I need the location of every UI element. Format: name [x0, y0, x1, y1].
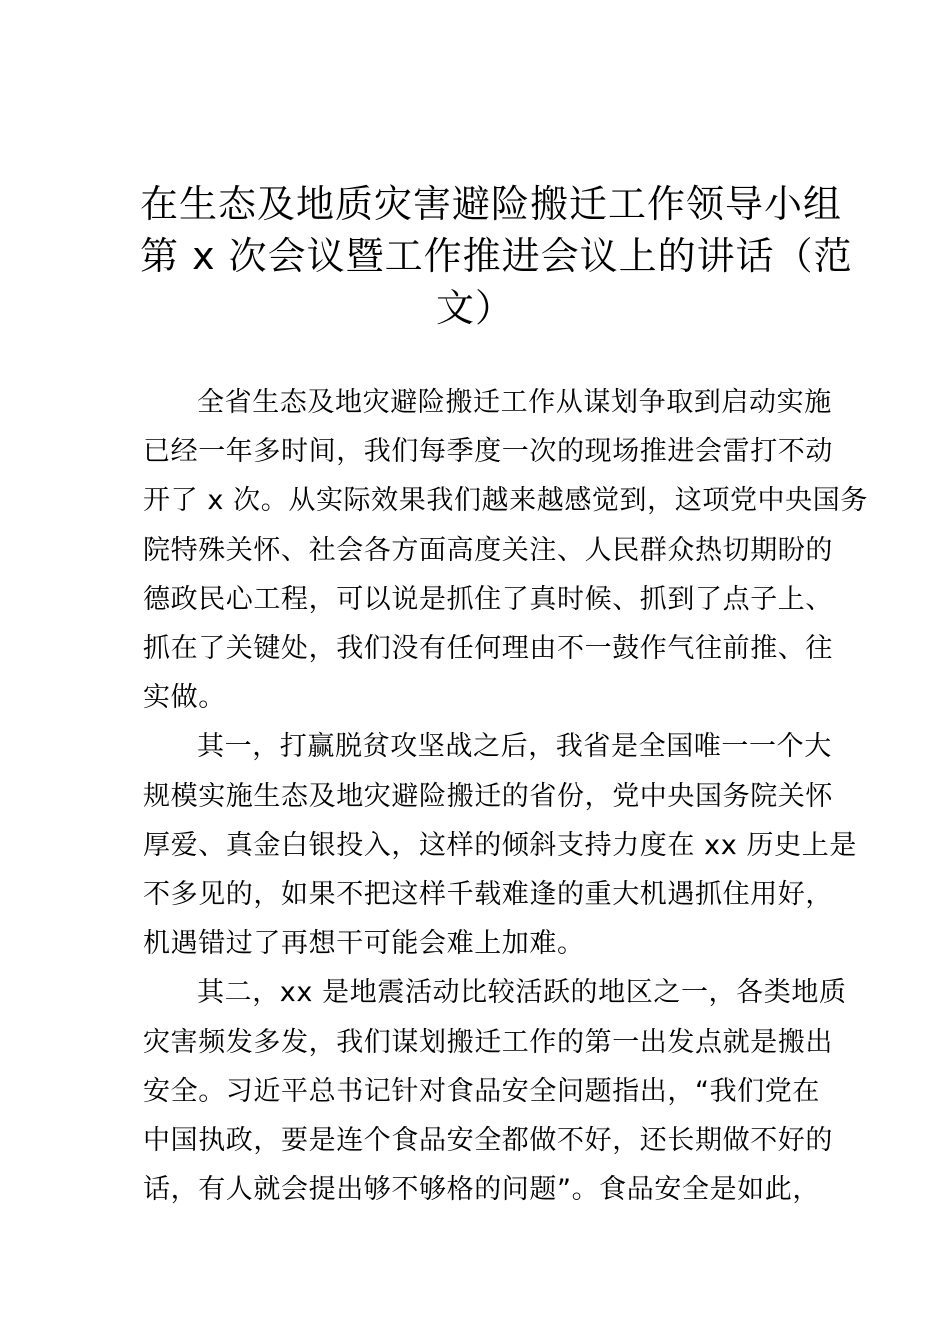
title-line: 在生态及地质灾害避险搬迁工作领导小组	[140, 182, 843, 226]
document-title	[140, 178, 853, 334]
title-line: 文）	[435, 286, 514, 330]
text-line: 德政民心工程，可以说是抓住了真时候、抓到了点子上、	[143, 583, 833, 615]
text-line: 全省生态及地灾避险搬迁工作从谋划争取到启动实施	[197, 387, 832, 418]
text-line: 话，有人就会提出够不够格的问题”。食品安全是如此，	[143, 1174, 820, 1206]
paragraph-2	[143, 722, 857, 968]
title-line: 第 x 次会议暨工作推进会议上的讲话（范	[140, 234, 853, 278]
text-line: 院特殊关怀、社会各方面高度关注、人民群众热切期盼的	[143, 534, 833, 566]
text-line: 已经一年多时间，我们每季度一次的现场推进会雷打不动	[143, 436, 833, 468]
text-line: 抓在了关键处，我们没有任何理由不一鼓作气往前推、往	[143, 633, 833, 665]
text-line: 安全。习近平总书记针对食品安全问题指出，“我们党在	[143, 1075, 820, 1107]
text-line: 灾害频发多发，我们谋划搬迁工作的第一出发点就是搬出	[143, 1026, 833, 1058]
text-line: 实做。	[143, 682, 226, 714]
text-line: 不多见的，如果不把这样千载难逢的重大机遇抓住用好，	[143, 879, 833, 911]
text-line: 机遇错过了再想干可能会难上加难。	[143, 928, 585, 960]
text-line: 其一，打赢脱贫攻坚战之后，我省是全国唯一一个大	[197, 731, 832, 763]
paragraph-1	[143, 378, 868, 722]
text-line: 开了 x 次。从实际效果我们越来越感觉到，这项党中央国务	[143, 485, 868, 517]
paragraph-3	[143, 968, 847, 1214]
document-body	[143, 378, 868, 1214]
text-line: 中国执政，要是连个食品安全都做不好，还长期做不好的	[143, 1125, 833, 1157]
text-line: 其二，xx 是地震活动比较活跃的地区之一，各类地质	[197, 977, 847, 1009]
text-line: 厚爱、真金白银投入，这样的倾斜支持力度在 xx 历史上是	[143, 829, 857, 861]
text-line: 规模实施生态及地灾避险搬迁的省份，党中央国务院关怀	[143, 780, 833, 812]
